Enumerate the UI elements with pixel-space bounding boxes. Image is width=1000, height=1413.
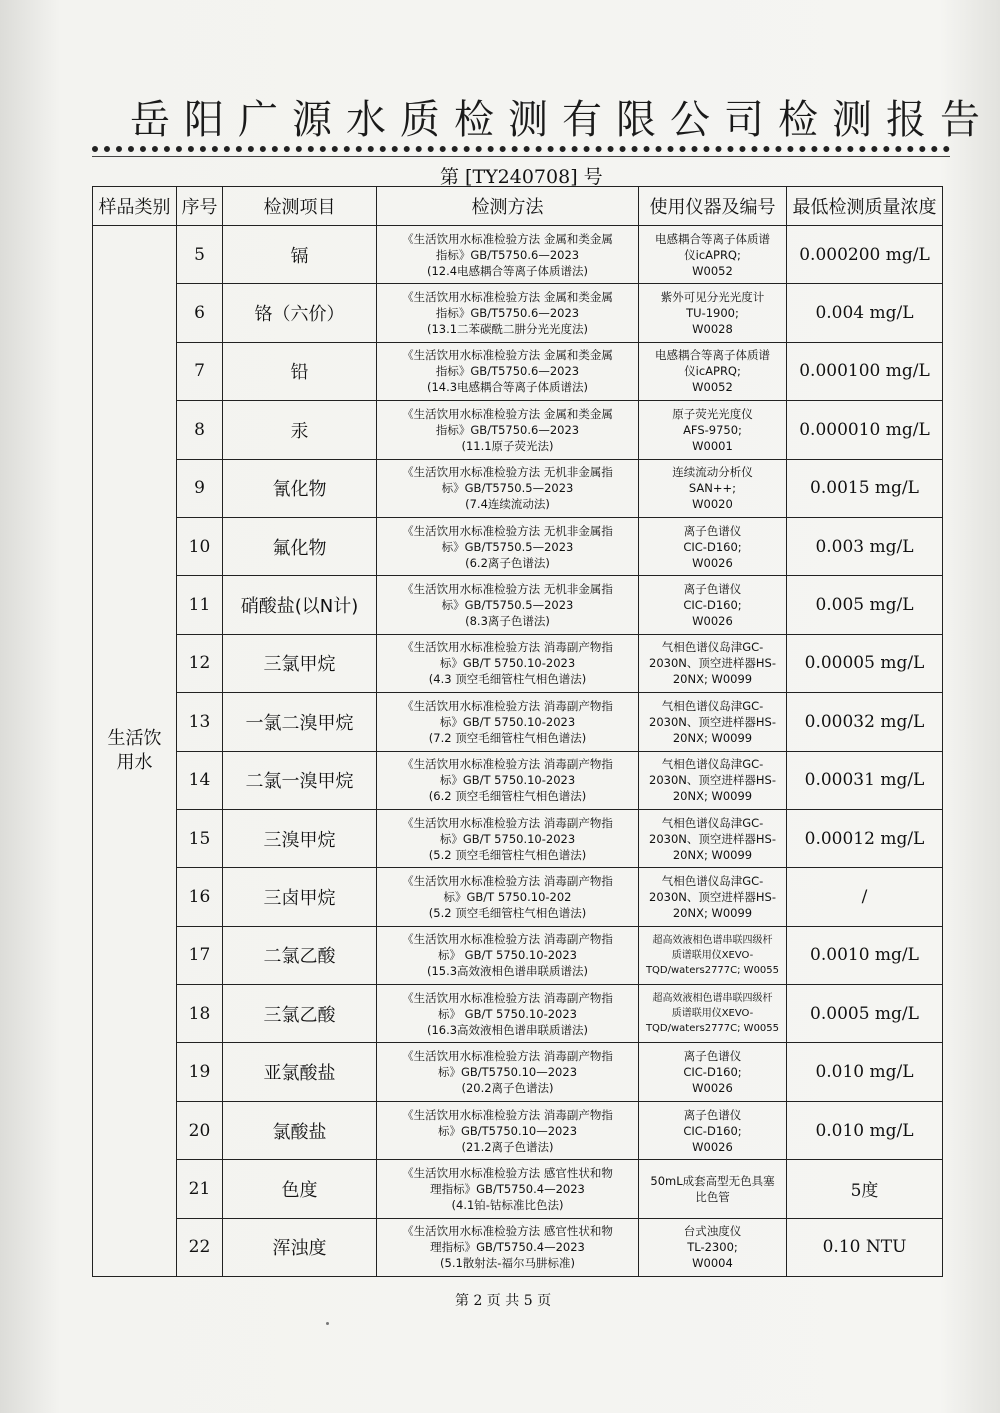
row-number: 21 — [177, 1160, 223, 1218]
min-concentration: / — [787, 868, 943, 926]
instrument-line: 气相色谱仪岛津GC- — [661, 757, 764, 772]
header-min-concentration: 最低检测质量浓度 — [787, 187, 943, 226]
instrument-line: W0004 — [692, 1256, 733, 1271]
instrument-line: 台式浊度仪 — [683, 1224, 742, 1239]
instrument — [639, 517, 787, 575]
method-line: 《生活饮用水标准检验方法 消毒副产物指 — [402, 757, 613, 772]
instrument-line: 气相色谱仪岛津GC- — [661, 698, 764, 713]
test-method — [377, 576, 639, 634]
test-item: 铅 — [223, 342, 377, 400]
method-line: (5.2 顶空毛细管柱气相色谱法) — [428, 905, 587, 920]
test-method — [377, 1101, 639, 1159]
table-row — [93, 1218, 943, 1276]
min-concentration: 0.000100 mg/L — [787, 342, 943, 400]
instrument-line: TL-2300; — [687, 1240, 738, 1255]
min-concentration: 0.10 NTU — [787, 1218, 943, 1276]
row-number: 10 — [177, 517, 223, 575]
table-row — [93, 634, 943, 692]
method-line: 标》GB/T 5750.10-202 — [443, 889, 572, 904]
method-line: 理指标》GB/T5750.4—2023 — [430, 1181, 585, 1196]
table-row — [93, 342, 943, 400]
instrument — [639, 576, 787, 634]
instrument-line: 原子荧光光度仪 — [672, 406, 753, 421]
table-row — [93, 751, 943, 809]
method-line: 标》GB/T5750.10—2023 — [437, 1123, 578, 1138]
method-line: (20.2离子色谱法) — [461, 1081, 554, 1096]
min-concentration: 0.010 mg/L — [787, 1101, 943, 1159]
row-number: 20 — [177, 1101, 223, 1159]
instrument-line: 质谱联用仪XEVO- — [671, 1008, 754, 1020]
test-method — [377, 342, 639, 400]
test-item: 汞 — [223, 401, 377, 459]
min-concentration: 0.0005 mg/L — [787, 985, 943, 1043]
instrument-line: 紫外可见分光光度计 — [660, 290, 765, 305]
test-method — [377, 868, 639, 926]
instrument-line: 电感耦合等离子体质谱 — [655, 348, 770, 363]
instrument — [639, 926, 787, 984]
instrument — [639, 342, 787, 400]
row-number: 13 — [177, 693, 223, 751]
instrument — [639, 1101, 787, 1159]
table-row — [93, 517, 943, 575]
test-item: 三氯乙酸 — [223, 985, 377, 1043]
method-line: 指标》GB/T5750.6—2023 — [435, 306, 580, 321]
method-line: 《生活饮用水标准检验方法 消毒副产物指 — [402, 873, 613, 888]
method-line: 标》GB/T5750.10—2023 — [437, 1065, 578, 1080]
method-line: 《生活饮用水标准检验方法 消毒副产物指 — [402, 1049, 613, 1064]
table-row — [93, 284, 943, 342]
test-method — [377, 459, 639, 517]
method-line: (7.4连续流动法) — [465, 497, 550, 512]
test-item: 色度 — [223, 1160, 377, 1218]
method-line: (15.3高效液相色谱串联质谱法) — [426, 964, 589, 979]
instrument-line: 2030N、顶空进样器HS- — [649, 714, 776, 729]
table-row — [93, 459, 943, 517]
instrument-line: TU-1900; — [686, 306, 739, 321]
method-line: 标》GB/T5750.5—2023 — [441, 539, 574, 554]
row-number: 11 — [177, 576, 223, 634]
header-no: 序号 — [177, 187, 223, 226]
instrument-line: 2030N、顶空进样器HS- — [649, 889, 776, 904]
instrument-line: 连续流动分析仪 — [672, 465, 753, 480]
instrument-line: 超高效液相色谱串联四级杆 — [652, 934, 773, 946]
test-method — [377, 1160, 639, 1218]
instrument-line: W0052 — [692, 380, 733, 395]
test-item: 三溴甲烷 — [223, 809, 377, 867]
min-concentration: 0.003 mg/L — [787, 517, 943, 575]
test-item: 三氯甲烷 — [223, 634, 377, 692]
method-line: 《生活饮用水标准检验方法 消毒副产物指 — [402, 990, 613, 1005]
instrument-line: SAN++; — [688, 481, 737, 496]
test-item: 三卤甲烷 — [223, 868, 377, 926]
row-number: 17 — [177, 926, 223, 984]
instrument — [639, 1160, 787, 1218]
method-line: 《生活饮用水标准检验方法 消毒副产物指 — [402, 932, 613, 947]
instrument — [639, 1218, 787, 1276]
row-number: 12 — [177, 634, 223, 692]
method-line: 《生活饮用水标准检验方法 金属和类金属 — [402, 406, 613, 421]
min-concentration: 0.004 mg/L — [787, 284, 943, 342]
method-line: 标》GB/T 5750.10-2023 — [439, 656, 576, 671]
instrument — [639, 751, 787, 809]
method-line: 标》 GB/T 5750.10-2023 — [438, 1006, 577, 1021]
min-concentration: 0.000200 mg/L — [787, 226, 943, 284]
instrument-line: 2030N、顶空进样器HS- — [649, 656, 776, 671]
instrument-line: TQD/waters2777C; W0055 — [645, 1023, 780, 1035]
table-row — [93, 809, 943, 867]
instrument-line: W0026 — [692, 1139, 733, 1154]
instrument-line: 2030N、顶空进样器HS- — [649, 831, 776, 846]
instrument-line: 离子色谱仪 — [683, 1049, 742, 1064]
table-row — [93, 1101, 943, 1159]
table-row — [93, 401, 943, 459]
method-line: (5.1散射法-福尔马肼标准) — [440, 1256, 575, 1271]
method-line: 《生活饮用水标准检验方法 消毒副产物指 — [402, 815, 613, 830]
test-method — [377, 401, 639, 459]
min-concentration: 5度 — [787, 1160, 943, 1218]
method-line: 《生活饮用水标准检验方法 无机非金属指 — [402, 523, 613, 538]
test-method — [377, 517, 639, 575]
table-header-row — [93, 187, 943, 226]
instrument-line: 仪icAPRQ; — [684, 247, 741, 262]
test-item: 氰化物 — [223, 459, 377, 517]
min-concentration: 0.00005 mg/L — [787, 634, 943, 692]
instrument — [639, 226, 787, 284]
instrument — [639, 459, 787, 517]
instrument-line: W0052 — [692, 263, 733, 278]
test-item: 二氯乙酸 — [223, 926, 377, 984]
method-line: (11.1原子荧光法) — [461, 438, 554, 453]
instrument-line: CIC-D160; — [683, 1065, 742, 1080]
instrument-line: 20NX; W0099 — [672, 789, 753, 804]
method-line: 《生活饮用水标准检验方法 消毒副产物指 — [402, 640, 613, 655]
instrument-line: 离子色谱仪 — [683, 582, 742, 597]
table-row — [93, 226, 943, 284]
header-item: 检测项目 — [223, 187, 377, 226]
instrument-line: CIC-D160; — [683, 1123, 742, 1138]
instrument-line: W0026 — [692, 1081, 733, 1096]
instrument-line: 超高效液相色谱串联四级杆 — [652, 993, 773, 1005]
test-item: 铬（六价） — [223, 284, 377, 342]
method-line: 《生活饮用水标准检验方法 金属和类金属 — [402, 348, 613, 363]
header-method: 检测方法 — [377, 187, 639, 226]
test-item: 氯酸盐 — [223, 1101, 377, 1159]
method-line: 标》GB/T 5750.10-2023 — [439, 831, 576, 846]
table-row — [93, 1043, 943, 1101]
instrument-line: 质谱联用仪XEVO- — [671, 949, 754, 961]
instrument-line: 电感耦合等离子体质谱 — [655, 231, 770, 246]
instrument-line: CIC-D160; — [683, 539, 742, 554]
table-row — [93, 926, 943, 984]
instrument-line: 离子色谱仪 — [683, 523, 742, 538]
method-line: (16.3高效液相色谱串联质谱法) — [426, 1022, 589, 1037]
instrument-line: W0020 — [692, 497, 733, 512]
table-row — [93, 985, 943, 1043]
instrument — [639, 284, 787, 342]
row-number: 18 — [177, 985, 223, 1043]
method-line: (12.4电感耦合等离子体质谱法) — [426, 263, 589, 278]
report-title: 岳阳广源水质检测有限公司检测报告 — [130, 97, 994, 143]
instrument-line: AFS-9750; — [683, 422, 742, 437]
method-line: 《生活饮用水标准检验方法 消毒副产物指 — [402, 1107, 613, 1122]
test-item: 镉 — [223, 226, 377, 284]
test-item: 一氯二溴甲烷 — [223, 693, 377, 751]
test-method — [377, 226, 639, 284]
table-row — [93, 1160, 943, 1218]
row-number: 7 — [177, 342, 223, 400]
page-footer: 第 2 页 共 5 页 — [455, 1293, 552, 1309]
scan-speck — [326, 1322, 329, 1325]
instrument — [639, 693, 787, 751]
row-number: 15 — [177, 809, 223, 867]
row-number: 14 — [177, 751, 223, 809]
min-concentration: 0.00012 mg/L — [787, 809, 943, 867]
method-line: (8.3离子色谱法) — [465, 614, 550, 629]
test-method — [377, 985, 639, 1043]
row-number: 19 — [177, 1043, 223, 1101]
method-line: (14.3电感耦合等离子体质谱法) — [426, 380, 589, 395]
instrument-line: 2030N、顶空进样器HS- — [649, 773, 776, 788]
title-divider-line — [92, 156, 950, 157]
table-row — [93, 693, 943, 751]
header-sample-type: 样品类别 — [93, 187, 177, 226]
min-concentration: 0.0015 mg/L — [787, 459, 943, 517]
min-concentration: 0.000010 mg/L — [787, 401, 943, 459]
method-line: (6.2离子色谱法) — [465, 555, 550, 570]
instrument-line: 离子色谱仪 — [683, 1107, 742, 1122]
row-number: 6 — [177, 284, 223, 342]
test-method — [377, 751, 639, 809]
instrument-line: W0026 — [692, 614, 733, 629]
results-table — [92, 186, 943, 1277]
method-line: 标》GB/T5750.5—2023 — [441, 481, 574, 496]
row-number: 5 — [177, 226, 223, 284]
method-line: 《生活饮用水标准检验方法 消毒副产物指 — [402, 698, 613, 713]
test-item: 亚氯酸盐 — [223, 1043, 377, 1101]
instrument — [639, 401, 787, 459]
test-method — [377, 926, 639, 984]
table-row — [93, 576, 943, 634]
instrument-line: 50mL成套高型无色具塞 — [650, 1173, 775, 1188]
table-body — [93, 226, 943, 1277]
instrument-line: 仪icAPRQ; — [684, 364, 741, 379]
instrument — [639, 809, 787, 867]
instrument-line: W0001 — [692, 438, 733, 453]
row-number: 16 — [177, 868, 223, 926]
method-line: 标》 GB/T 5750.10-2023 — [438, 948, 577, 963]
test-item: 硝酸盐(以N计) — [223, 576, 377, 634]
method-line: (5.2 顶空毛细管柱气相色谱法) — [428, 847, 587, 862]
method-line: 理指标》GB/T5750.4—2023 — [430, 1240, 585, 1255]
method-line: 标》GB/T5750.5—2023 — [441, 598, 574, 613]
method-line: (6.2 顶空毛细管柱气相色谱法) — [428, 789, 587, 804]
test-item: 浑浊度 — [223, 1218, 377, 1276]
test-item: 氟化物 — [223, 517, 377, 575]
instrument-line: 气相色谱仪岛津GC- — [661, 640, 764, 655]
method-line: 《生活饮用水标准检验方法 金属和类金属 — [402, 290, 613, 305]
min-concentration: 0.005 mg/L — [787, 576, 943, 634]
row-number: 8 — [177, 401, 223, 459]
test-method — [377, 1043, 639, 1101]
sample-type-cell: 生活饮用水 — [93, 226, 177, 1277]
method-line: 《生活饮用水标准检验方法 感官性状和物 — [402, 1224, 613, 1239]
method-line: 指标》GB/T5750.6—2023 — [435, 422, 580, 437]
method-line: 《生活饮用水标准检验方法 感官性状和物 — [402, 1165, 613, 1180]
test-method — [377, 284, 639, 342]
method-line: 指标》GB/T5750.6—2023 — [435, 364, 580, 379]
instrument — [639, 1043, 787, 1101]
min-concentration: 0.00031 mg/L — [787, 751, 943, 809]
instrument-line: 20NX; W0099 — [672, 672, 753, 687]
method-line: 《生活饮用水标准检验方法 无机非金属指 — [402, 582, 613, 597]
table-row — [93, 868, 943, 926]
method-line: 《生活饮用水标准检验方法 金属和类金属 — [402, 231, 613, 246]
row-number: 22 — [177, 1218, 223, 1276]
test-method — [377, 634, 639, 692]
test-method — [377, 1218, 639, 1276]
instrument-line: 20NX; W0099 — [672, 905, 753, 920]
method-line: (4.1铂-钴标准比色法) — [451, 1197, 564, 1212]
method-line: (21.2离子色谱法) — [461, 1139, 554, 1154]
instrument-line: CIC-D160; — [683, 598, 742, 613]
instrument — [639, 985, 787, 1043]
row-number: 9 — [177, 459, 223, 517]
instrument-line: W0028 — [692, 322, 733, 337]
method-line: 标》GB/T 5750.10-2023 — [439, 773, 576, 788]
instrument-line: 比色管 — [695, 1189, 730, 1204]
test-item: 二氯一溴甲烷 — [223, 751, 377, 809]
instrument-line: 气相色谱仪岛津GC- — [661, 873, 764, 888]
min-concentration: 0.010 mg/L — [787, 1043, 943, 1101]
instrument-line: 气相色谱仪岛津GC- — [661, 815, 764, 830]
instrument — [639, 868, 787, 926]
instrument-line: TQD/waters2777C; W0055 — [645, 964, 780, 976]
method-line: (7.2 顶空毛细管柱气相色谱法) — [428, 730, 587, 745]
instrument — [639, 634, 787, 692]
instrument-line: 20NX; W0099 — [672, 847, 753, 862]
min-concentration: 0.00032 mg/L — [787, 693, 943, 751]
method-line: (4.3 顶空毛细管柱气相色谱法) — [428, 672, 587, 687]
instrument-line: 20NX; W0099 — [672, 730, 753, 745]
test-method — [377, 809, 639, 867]
method-line: (13.1二苯碳酰二肼分光光度法) — [426, 322, 589, 337]
instrument-line: W0026 — [692, 555, 733, 570]
method-line: 指标》GB/T5750.6—2023 — [435, 247, 580, 262]
report-number: 第 [TY240708] 号 — [440, 166, 603, 188]
method-line: 《生活饮用水标准检验方法 无机非金属指 — [402, 465, 613, 480]
header-instrument: 使用仪器及编号 — [639, 187, 787, 226]
method-line: 标》GB/T 5750.10-2023 — [439, 714, 576, 729]
test-method — [377, 693, 639, 751]
min-concentration: 0.0010 mg/L — [787, 926, 943, 984]
